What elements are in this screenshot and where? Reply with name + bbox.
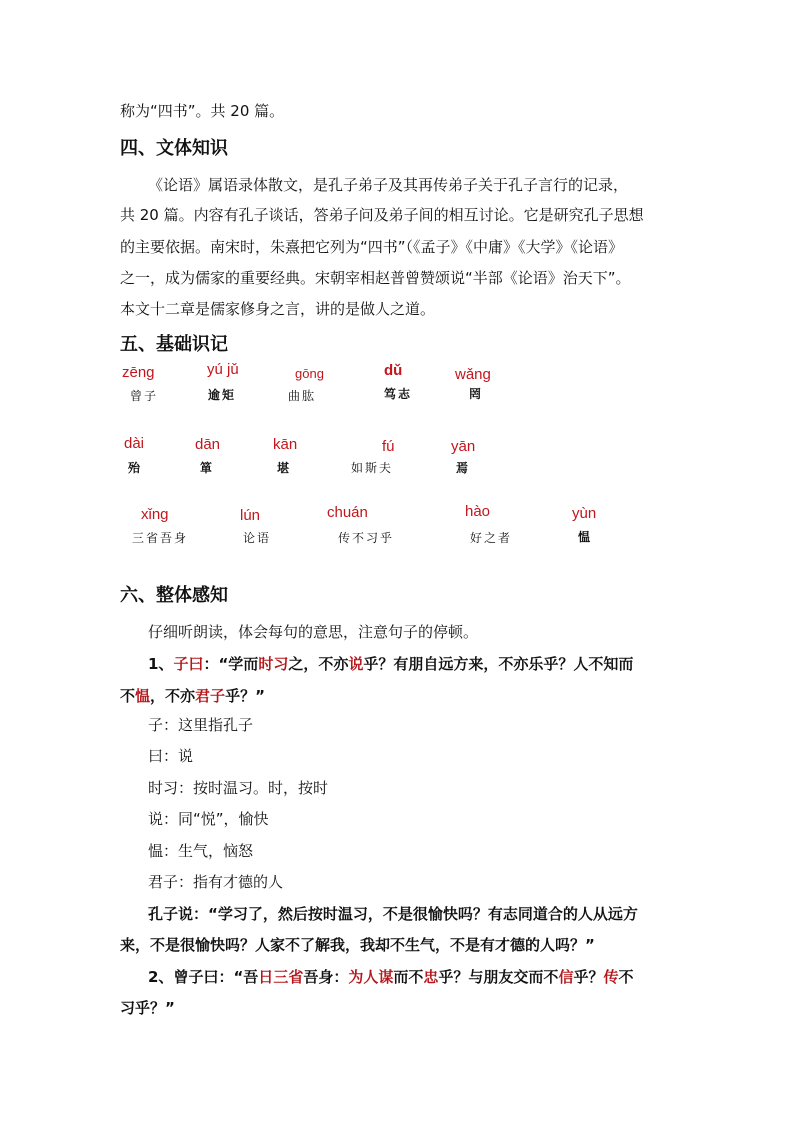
quote-number: 1、 [148, 655, 174, 673]
pinyin-label: dài [124, 435, 145, 452]
vocab-word: 三省吾身 [132, 531, 189, 545]
vocab-word: 殆 [128, 461, 143, 475]
section4-paragraph-line: 共 20 篇。内容有孔子谈话，答弟子问及弟子间的相互讨论。它是研究孔子思想 [120, 206, 644, 224]
vocab-word: 愠 [578, 530, 593, 544]
quote1-line1: 1、子曰：“学而时习之，不亦说乎？有朋自远方来，不亦乐乎？人不知而 [148, 655, 634, 673]
vocab-word: 传不习乎 [338, 531, 395, 545]
pinyin-label: fú [382, 438, 395, 455]
vocab-word: 曲肱 [288, 389, 317, 403]
note-line: 曰：说 [148, 747, 194, 765]
note-line: 愠：生气，恼怒 [148, 842, 254, 860]
section5-heading: 五、基础识记 [120, 334, 228, 355]
vocab-word: 如斯夫 [351, 461, 394, 475]
pinyin-label: lún [240, 507, 261, 524]
section4-paragraph-line: 本文十二章是儒家修身之言，讲的是做人之道。 [120, 300, 436, 318]
pinyin-label: dǔ [384, 362, 403, 379]
pinyin-label: dān [195, 436, 221, 453]
note-line: 说：同“悦”，愉快 [148, 810, 269, 828]
vocab-word: 焉 [456, 461, 471, 475]
section6-instruction: 仔细听朗读，体会每句的意思，注意句子的停顿。 [148, 623, 479, 641]
section4-paragraph-line: 的主要依据。南宋时，朱熹把它列为“四书”（《孟子》《中庸》《大学》《论语》 [120, 238, 624, 256]
vocab-word: 逾矩 [208, 388, 237, 402]
note-line: 子：这里指孔子 [148, 716, 254, 734]
section4-heading: 四、文体知识 [120, 138, 228, 159]
pinyin-label: yú jǔ [207, 361, 239, 378]
pinyin-label: zēng [122, 364, 155, 381]
section6-heading: 六、整体感知 [120, 585, 228, 606]
section4-paragraph-line: 之一，成为儒家的重要经典。宋朝宰相赵普曾赞颂说“半部《论语》治天下”。 [120, 269, 631, 287]
pinyin-label: wǎng [455, 366, 491, 383]
intro-line: 称为“四书”。共 20 篇。 [120, 102, 285, 120]
section4-paragraph-line: 《论语》属语录体散文，是孔子弟子及其再传弟子关于孔子言行的记录， [148, 176, 629, 194]
quote-number: 2、 [148, 968, 174, 986]
vocab-word: 箪 [200, 461, 215, 475]
pinyin-label: gōng [295, 366, 324, 381]
vocab-word: 论语 [243, 531, 272, 545]
quote2-line1: 2、曾子曰：“吾日三省吾身：为人谋而不忠乎？与朋友交而不信乎？传不 [148, 968, 634, 986]
translation-line: 来，不是很愉快吗？人家不了解我，我却不生气，不是有才德的人吗？” [120, 936, 595, 954]
vocab-word: 笃志 [384, 387, 413, 401]
quote1-line2: 不愠，不亦君子乎？” [120, 687, 265, 705]
vocab-word: 堪 [277, 461, 292, 475]
note-line: 时习：按时温习。时，按时 [148, 779, 329, 797]
vocab-word: 曾子 [130, 389, 159, 403]
quote2-line2: 习乎？” [120, 999, 175, 1017]
pinyin-label: hào [465, 503, 491, 520]
pinyin-label: yān [451, 438, 476, 455]
vocab-word: 好之者 [470, 531, 513, 545]
translation-line: 孔子说：“学习了，然后按时温习，不是很愉快吗？有志同道合的人从远方 [148, 905, 638, 923]
vocab-word: 罔 [469, 387, 484, 401]
note-line: 君子：指有才德的人 [148, 873, 284, 891]
pinyin-label: kān [273, 436, 298, 453]
pinyin-label: yùn [572, 505, 597, 522]
pinyin-label: chuán [327, 504, 368, 521]
pinyin-label: xǐng [141, 506, 169, 523]
